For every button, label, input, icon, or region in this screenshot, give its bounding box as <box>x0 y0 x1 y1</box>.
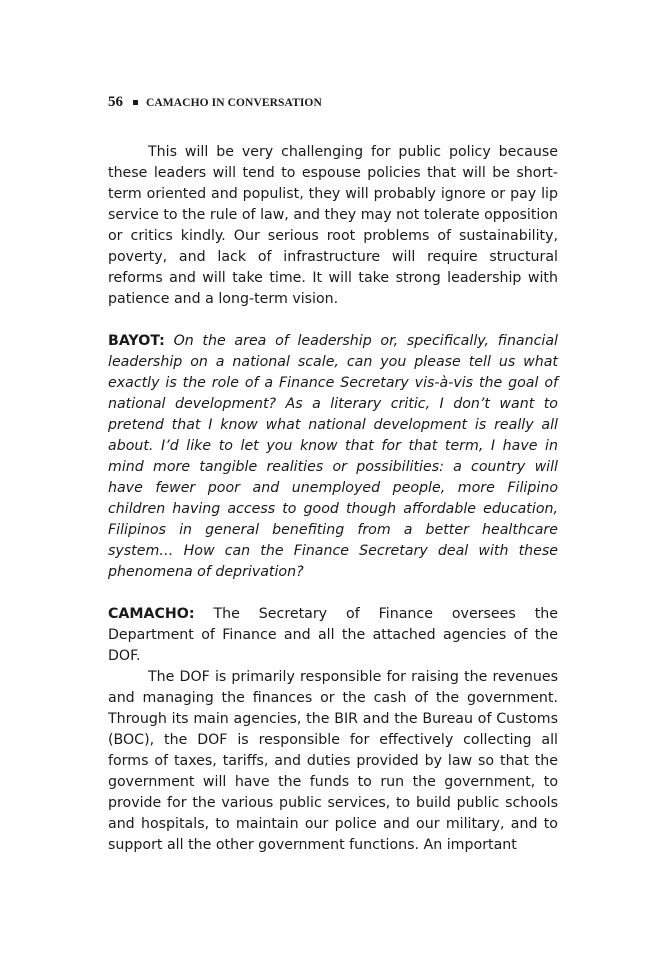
running-header <box>108 92 558 112</box>
page-number: 56 <box>108 94 123 110</box>
answer-paragraph <box>108 604 558 667</box>
speaker-label-bayot: BAYOT: <box>108 333 165 349</box>
question-paragraph <box>108 331 558 583</box>
speaker-label-camacho: CAMACHO: <box>108 606 195 622</box>
running-title: CAMACHO IN CONVERSATION <box>146 97 322 109</box>
book-page <box>108 92 558 856</box>
answer-text: The Secretary of Finance oversees the Department of Finance and all the attached agencies of the DOF. <box>108 606 558 664</box>
body-paragraph-2: The DOF is primarily responsible for raising the revenues and managing the finances or the cash of the government. Through its main agencies, the BIR and the Bureau of Customs (BOC), the DOF is responsible for effectively collecting all forms of taxes, tariffs, and duties provided by law so that the government will have the funds to run the government, to provide for the various public services, to build public schools and hospitals, to maintain our police and our military, and to support all the other government functions. An important <box>108 669 558 853</box>
question-text: On the area of leadership or, specifically, financial leadership on a national scale, can you please tell us what exactly is the role of a Finance Secretary vis-à-vis the goal of national development? As a literary critic, I don’t want to pretend that I know what national development is really all about. I’d like to let you know that for that term, I have in mind more tangible realities or possibilities: a country will have fewer poor and unemployed people, more Filipino children having access to good though affordable education, Filipinos in general benefiting from a better healthcare system… How can the Finance Secretary deal with these phenomena of deprivation? <box>108 333 558 580</box>
body-paragraph-1: This will be very challenging for public policy because these leaders will tend to espouse policies that will be short-term oriented and populist, they will probably ignore or pay lip service to the rule of law, and they may not tolerate opposition or critics kindly. Our serious root problems of sustainability, poverty, and lack of infrastructure will require structural reforms and will take time. It will take strong leadership with patience and a long-term vision. <box>108 144 559 307</box>
square-bullet-icon <box>133 100 138 105</box>
